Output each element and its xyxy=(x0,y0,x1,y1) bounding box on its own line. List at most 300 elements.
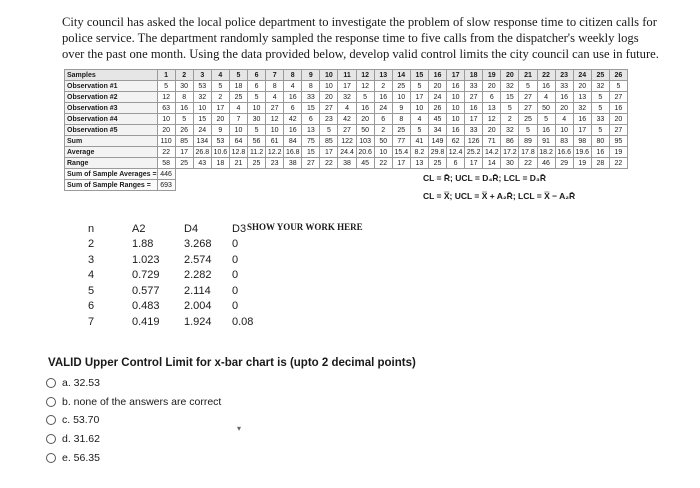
data-cell: 12 xyxy=(356,81,374,92)
data-cell: 83 xyxy=(555,136,573,147)
data-cell: 16 xyxy=(284,125,302,136)
data-cell: 42 xyxy=(338,114,356,125)
data-cell: 23 xyxy=(266,158,284,169)
data-cell: 20 xyxy=(428,81,446,92)
data-cell: 16 xyxy=(284,92,302,103)
data-cell: 84 xyxy=(284,136,302,147)
sample-number-cell: 22 xyxy=(537,70,555,81)
data-cell: 33 xyxy=(302,92,320,103)
constant-cell: 2 xyxy=(88,238,95,251)
data-cell: 75 xyxy=(302,136,320,147)
r-chart-formula: CL = R̄; UCL = D₄R̄; LCL = D₃R̄ xyxy=(423,173,546,183)
data-cell: 9 xyxy=(211,125,229,136)
sum-ranges-label: Sum of Sample Ranges = xyxy=(65,180,158,191)
option-b[interactable] xyxy=(46,393,221,412)
data-cell: 22 xyxy=(320,158,338,169)
row-label: Range xyxy=(65,158,158,169)
data-cell: 27 xyxy=(302,158,320,169)
data-cell: 15 xyxy=(302,103,320,114)
constant-cell: 0 xyxy=(232,238,239,251)
constants-row xyxy=(88,252,266,268)
data-cell: 27 xyxy=(519,92,537,103)
data-cell: 53 xyxy=(211,136,229,147)
data-cell: 27 xyxy=(338,125,356,136)
data-cell: 6 xyxy=(284,103,302,114)
data-cell: 17 xyxy=(465,114,483,125)
data-cell: 25 xyxy=(175,158,193,169)
data-cell: 30 xyxy=(248,114,266,125)
data-cell: 12 xyxy=(483,114,501,125)
data-cell: 10 xyxy=(374,147,392,158)
data-cell: 4 xyxy=(284,81,302,92)
data-cell: 25 xyxy=(519,114,537,125)
option-b-label: b. none of the answers are correct xyxy=(62,395,222,408)
data-cell: 24.4 xyxy=(338,147,356,158)
data-cell: 4 xyxy=(338,103,356,114)
data-cell: 85 xyxy=(320,136,338,147)
data-cell: 16 xyxy=(356,103,374,114)
sample-number-cell: 4 xyxy=(211,70,229,81)
sample-number-cell: 11 xyxy=(338,70,356,81)
data-cell: 24 xyxy=(374,103,392,114)
sheet-data-row xyxy=(65,92,628,103)
constant-cell: 3 xyxy=(88,253,95,266)
data-cell: 5 xyxy=(609,81,627,92)
data-cell: 6 xyxy=(248,81,266,92)
sample-number-cell: 10 xyxy=(320,70,338,81)
row-label: Observation #1 xyxy=(65,81,158,92)
data-cell: 14.2 xyxy=(483,147,501,158)
sheet-data-row xyxy=(65,114,628,125)
sheet-data-row xyxy=(65,125,628,136)
sample-number-cell: 13 xyxy=(374,70,392,81)
sample-number-cell: 7 xyxy=(266,70,284,81)
sample-number-cell: 16 xyxy=(428,70,446,81)
data-cell: 6 xyxy=(447,158,465,169)
data-cell: 63 xyxy=(157,103,175,114)
radio-a[interactable] xyxy=(46,378,56,388)
problem-statement xyxy=(62,14,662,62)
data-cell: 17 xyxy=(573,125,591,136)
data-cell: 18.2 xyxy=(537,147,555,158)
data-cell: 24 xyxy=(428,92,446,103)
data-cell: 22 xyxy=(157,147,175,158)
data-cell: 20 xyxy=(320,92,338,103)
data-cell: 32 xyxy=(501,81,519,92)
constants-row xyxy=(88,299,266,315)
sample-number-cell: 12 xyxy=(356,70,374,81)
constant-cell: 3.268 xyxy=(184,238,212,251)
data-cell: 27 xyxy=(609,92,627,103)
data-cell: 5 xyxy=(320,125,338,136)
data-cell: 16 xyxy=(465,103,483,114)
data-cell: 5 xyxy=(410,81,428,92)
data-cell: 17 xyxy=(338,81,356,92)
option-e-label: e. 56.35 xyxy=(62,451,100,464)
data-cell: 10 xyxy=(392,92,410,103)
data-cell: 22 xyxy=(374,158,392,169)
data-cell: 8 xyxy=(266,81,284,92)
data-cell: 10 xyxy=(248,103,266,114)
sample-number-cell: 15 xyxy=(410,70,428,81)
data-cell: 12 xyxy=(157,92,175,103)
constant-cell: 1.924 xyxy=(184,315,212,328)
data-cell: 53 xyxy=(193,81,211,92)
data-cell: 5 xyxy=(410,125,428,136)
data-cell: 25 xyxy=(428,158,446,169)
constants-row xyxy=(88,268,266,284)
data-cell: 30 xyxy=(501,158,519,169)
data-cell: 89 xyxy=(519,136,537,147)
data-cell: 18 xyxy=(229,81,247,92)
data-cell: 16 xyxy=(374,92,392,103)
data-cell: 17 xyxy=(211,103,229,114)
data-cell: 10 xyxy=(193,103,211,114)
data-cell: 28 xyxy=(591,158,609,169)
option-a[interactable] xyxy=(46,374,221,393)
constant-cell: 2.004 xyxy=(184,300,212,313)
sample-number-cell: 8 xyxy=(284,70,302,81)
data-cell: 86 xyxy=(501,136,519,147)
constant-cell: 0 xyxy=(232,253,239,266)
data-cell: 134 xyxy=(193,136,211,147)
data-cell: 10 xyxy=(320,81,338,92)
sheet-data-row xyxy=(65,136,628,147)
sum-ranges-value: 693 xyxy=(157,180,175,191)
data-cell: 8 xyxy=(392,114,410,125)
data-cell: 13 xyxy=(573,92,591,103)
data-cell: 20 xyxy=(356,114,374,125)
data-cell: 17 xyxy=(392,158,410,169)
data-cell: 17 xyxy=(175,147,193,158)
data-cell: 126 xyxy=(465,136,483,147)
option-c-label: c. 53.70 xyxy=(62,414,100,427)
data-cell: 2 xyxy=(374,81,392,92)
data-cell: 45 xyxy=(428,114,446,125)
data-cell: 80 xyxy=(591,136,609,147)
data-cell: 20 xyxy=(555,103,573,114)
problem-text: City council has asked the local police department to investigate the problem of slow response time to citizen calls for police service. The department randomly sampled the response time to five calls from the dispatcher's weekly logs over the past one month. Using the data provided below, develop valid control limits the city council can use in future. xyxy=(62,15,659,61)
data-cell: 50 xyxy=(374,136,392,147)
data-cell: 25 xyxy=(229,92,247,103)
data-cell: 27 xyxy=(609,125,627,136)
header-d3: D3 xyxy=(232,222,247,235)
constant-cell: 0.729 xyxy=(132,269,160,282)
data-cell: 5 xyxy=(248,125,266,136)
data-cell: 5 xyxy=(591,103,609,114)
control-chart-constants-table xyxy=(88,221,266,330)
data-cell: 32 xyxy=(338,92,356,103)
data-cell: 45 xyxy=(356,158,374,169)
data-cell: 27 xyxy=(519,103,537,114)
constant-cell: 6 xyxy=(88,300,95,313)
data-cell: 38 xyxy=(284,158,302,169)
data-cell: 4 xyxy=(266,92,284,103)
data-cell: 8 xyxy=(175,92,193,103)
data-cell: 8.2 xyxy=(410,147,428,158)
data-cell: 6 xyxy=(483,92,501,103)
data-cell: 15 xyxy=(501,92,519,103)
data-cell: 29.8 xyxy=(428,147,446,158)
sample-number-cell: 24 xyxy=(573,70,591,81)
data-cell: 50 xyxy=(356,125,374,136)
option-d[interactable] xyxy=(46,430,221,449)
data-cell: 17 xyxy=(465,158,483,169)
sample-number-cell: 20 xyxy=(501,70,519,81)
data-cell: 18 xyxy=(211,158,229,169)
question-text: VALID Upper Control Limit for x-bar chart is (upto 2 decimal points) xyxy=(48,357,416,369)
data-cell: 12 xyxy=(266,114,284,125)
data-cell: 27 xyxy=(266,103,284,114)
data-cell: 8 xyxy=(302,81,320,92)
data-cell: 10 xyxy=(229,125,247,136)
answer-options xyxy=(46,374,221,467)
data-cell: 20 xyxy=(211,114,229,125)
data-cell: 10 xyxy=(266,125,284,136)
option-e[interactable] xyxy=(46,448,221,467)
data-cell: 7 xyxy=(229,114,247,125)
data-cell: 10 xyxy=(410,103,428,114)
data-cell: 20 xyxy=(573,81,591,92)
data-cell: 19 xyxy=(573,158,591,169)
sheet-header-row xyxy=(65,70,628,81)
constants-row xyxy=(88,237,266,253)
constant-cell: 0.08 xyxy=(232,315,254,328)
data-cell: 10 xyxy=(157,114,175,125)
data-cell: 29 xyxy=(555,158,573,169)
constant-cell: 5 xyxy=(88,284,95,297)
constant-cell: 0.419 xyxy=(132,315,160,328)
data-cell: 16.8 xyxy=(284,147,302,158)
radio-e[interactable] xyxy=(46,453,56,463)
constants-row xyxy=(88,283,266,299)
data-cell: 34 xyxy=(428,125,446,136)
data-cell: 10 xyxy=(555,125,573,136)
data-cell: 6 xyxy=(302,114,320,125)
constant-cell: 0.483 xyxy=(132,300,160,313)
data-cell: 25.2 xyxy=(465,147,483,158)
data-cell: 10 xyxy=(447,92,465,103)
radio-b[interactable] xyxy=(46,397,56,407)
data-cell: 16 xyxy=(175,103,193,114)
constant-cell: 0 xyxy=(232,300,239,313)
radio-d[interactable] xyxy=(46,434,56,444)
header-a2: A2 xyxy=(132,222,146,235)
data-cell: 5 xyxy=(501,103,519,114)
data-cell: 5 xyxy=(519,81,537,92)
data-cell: 2 xyxy=(374,125,392,136)
data-cell: 103 xyxy=(356,136,374,147)
sheet-header-label: Samples xyxy=(65,70,158,81)
data-cell: 95 xyxy=(609,136,627,147)
data-cell: 12.8 xyxy=(229,147,247,158)
data-cell: 21 xyxy=(229,158,247,169)
constant-cell: 2.282 xyxy=(184,269,212,282)
data-cell: 15.4 xyxy=(392,147,410,158)
data-cell: 27 xyxy=(465,92,483,103)
data-cell: 13 xyxy=(410,158,428,169)
data-cell: 10 xyxy=(447,103,465,114)
data-cell: 122 xyxy=(338,136,356,147)
sample-number-cell: 18 xyxy=(465,70,483,81)
data-cell: 17.2 xyxy=(501,147,519,158)
data-cell: 16 xyxy=(555,92,573,103)
data-cell: 16 xyxy=(447,125,465,136)
data-cell: 2 xyxy=(501,114,519,125)
data-cell: 23 xyxy=(320,114,338,125)
data-cell: 5 xyxy=(175,114,193,125)
data-cell: 12.2 xyxy=(266,147,284,158)
sheet-data-row xyxy=(65,103,628,114)
data-cell: 26.8 xyxy=(193,147,211,158)
sample-number-cell: 19 xyxy=(483,70,501,81)
data-cell: 25 xyxy=(392,81,410,92)
constant-cell: 0.577 xyxy=(132,284,160,297)
constant-cell: 2.574 xyxy=(184,253,212,266)
sheet-data-row xyxy=(65,81,628,92)
x-chart-formula: CL = X̿; UCL = X̿ + A₂R̄; LCL = X̿ − A₂R̄ xyxy=(423,191,576,201)
option-a-label: a. 32.53 xyxy=(62,377,100,390)
row-label: Average xyxy=(65,147,158,158)
data-cell: 33 xyxy=(465,125,483,136)
data-cell: 33 xyxy=(591,114,609,125)
data-cell: 32 xyxy=(573,103,591,114)
data-cell: 2 xyxy=(211,92,229,103)
data-cell: 85 xyxy=(175,136,193,147)
data-cell: 20 xyxy=(483,81,501,92)
data-cell: 19 xyxy=(609,147,627,158)
row-label: Observation #4 xyxy=(65,114,158,125)
data-cell: 9 xyxy=(392,103,410,114)
sheet-data-row xyxy=(65,158,628,169)
data-cell: 50 xyxy=(537,103,555,114)
data-cell: 46 xyxy=(537,158,555,169)
radio-c[interactable] xyxy=(46,415,56,425)
data-cell: 16 xyxy=(537,81,555,92)
data-cell: 62 xyxy=(447,136,465,147)
data-cell: 41 xyxy=(410,136,428,147)
data-cell: 4 xyxy=(229,103,247,114)
data-cell: 5 xyxy=(519,125,537,136)
sample-number-cell: 9 xyxy=(302,70,320,81)
data-cell: 5 xyxy=(591,125,609,136)
data-cell: 17.8 xyxy=(519,147,537,158)
data-cell: 20 xyxy=(157,125,175,136)
row-label: Observation #2 xyxy=(65,92,158,103)
data-cell: 16 xyxy=(609,103,627,114)
header-d4: D4 xyxy=(184,222,199,235)
data-cell: 6 xyxy=(374,114,392,125)
constant-cell: 1.88 xyxy=(132,238,154,251)
sample-number-cell: 5 xyxy=(229,70,247,81)
data-cell: 20 xyxy=(609,114,627,125)
constant-cell: 0 xyxy=(232,269,239,282)
sample-number-cell: 23 xyxy=(555,70,573,81)
data-cell: 4 xyxy=(410,114,428,125)
sheet-data-row xyxy=(65,147,628,158)
data-cell: 5 xyxy=(591,92,609,103)
data-cell: 22 xyxy=(609,158,627,169)
sum-averages-label: Sum of Sample Averages = xyxy=(65,169,158,180)
data-cell: 11.2 xyxy=(248,147,266,158)
data-cell: 5 xyxy=(537,114,555,125)
sample-number-cell: 1 xyxy=(157,70,175,81)
row-label: Observation #3 xyxy=(65,103,158,114)
data-cell: 15 xyxy=(302,147,320,158)
data-cell: 16 xyxy=(537,125,555,136)
data-cell: 77 xyxy=(392,136,410,147)
data-cell: 17 xyxy=(320,147,338,158)
data-cell: 149 xyxy=(428,136,446,147)
header-n: n xyxy=(88,222,95,235)
data-cell: 10.6 xyxy=(211,147,229,158)
data-cell: 25 xyxy=(248,158,266,169)
sample-number-cell: 21 xyxy=(519,70,537,81)
data-cell: 5 xyxy=(356,92,374,103)
data-cell: 5 xyxy=(248,92,266,103)
data-cell: 4 xyxy=(537,92,555,103)
data-cell: 98 xyxy=(573,136,591,147)
data-cell: 16.6 xyxy=(555,147,573,158)
data-cell: 110 xyxy=(157,136,175,147)
row-label: Observation #5 xyxy=(65,125,158,136)
row-label: Sum xyxy=(65,136,158,147)
constants-row xyxy=(88,314,266,330)
data-cell: 26 xyxy=(428,103,446,114)
data-cell: 17 xyxy=(410,92,428,103)
data-cell: 56 xyxy=(248,136,266,147)
data-cell: 32 xyxy=(193,92,211,103)
sample-number-cell: 14 xyxy=(392,70,410,81)
data-cell: 42 xyxy=(284,114,302,125)
sample-number-cell: 25 xyxy=(591,70,609,81)
constant-cell: 0 xyxy=(232,284,239,297)
data-cell: 10 xyxy=(447,114,465,125)
data-cell: 33 xyxy=(555,81,573,92)
data-cell: 13 xyxy=(302,125,320,136)
option-c[interactable] xyxy=(46,411,221,430)
sample-number-cell: 26 xyxy=(609,70,627,81)
data-cell: 16 xyxy=(573,114,591,125)
data-cell: 13 xyxy=(483,103,501,114)
data-cell: 43 xyxy=(193,158,211,169)
constant-cell: 2.114 xyxy=(184,284,211,297)
sample-number-cell: 2 xyxy=(175,70,193,81)
constant-cell: 1.023 xyxy=(132,253,160,266)
constant-cell: 7 xyxy=(88,315,95,328)
sum-averages-value: 446 xyxy=(157,169,175,180)
constants-header-row xyxy=(88,221,266,237)
data-cell: 30 xyxy=(175,81,193,92)
data-cell: 71 xyxy=(483,136,501,147)
data-cell: 16 xyxy=(591,147,609,158)
data-cell: 38 xyxy=(338,158,356,169)
data-cell: 58 xyxy=(157,158,175,169)
data-cell: 15 xyxy=(193,114,211,125)
data-cell: 64 xyxy=(229,136,247,147)
data-cell: 27 xyxy=(320,103,338,114)
data-cell: 20.6 xyxy=(356,147,374,158)
sample-number-cell: 17 xyxy=(447,70,465,81)
data-cell: 32 xyxy=(591,81,609,92)
data-cell: 91 xyxy=(537,136,555,147)
cursor-caret-icon: ▾ xyxy=(237,424,242,433)
data-cell: 4 xyxy=(555,114,573,125)
data-cell: 25 xyxy=(392,125,410,136)
data-cell: 24 xyxy=(193,125,211,136)
data-cell: 5 xyxy=(211,81,229,92)
sample-number-cell: 3 xyxy=(193,70,211,81)
